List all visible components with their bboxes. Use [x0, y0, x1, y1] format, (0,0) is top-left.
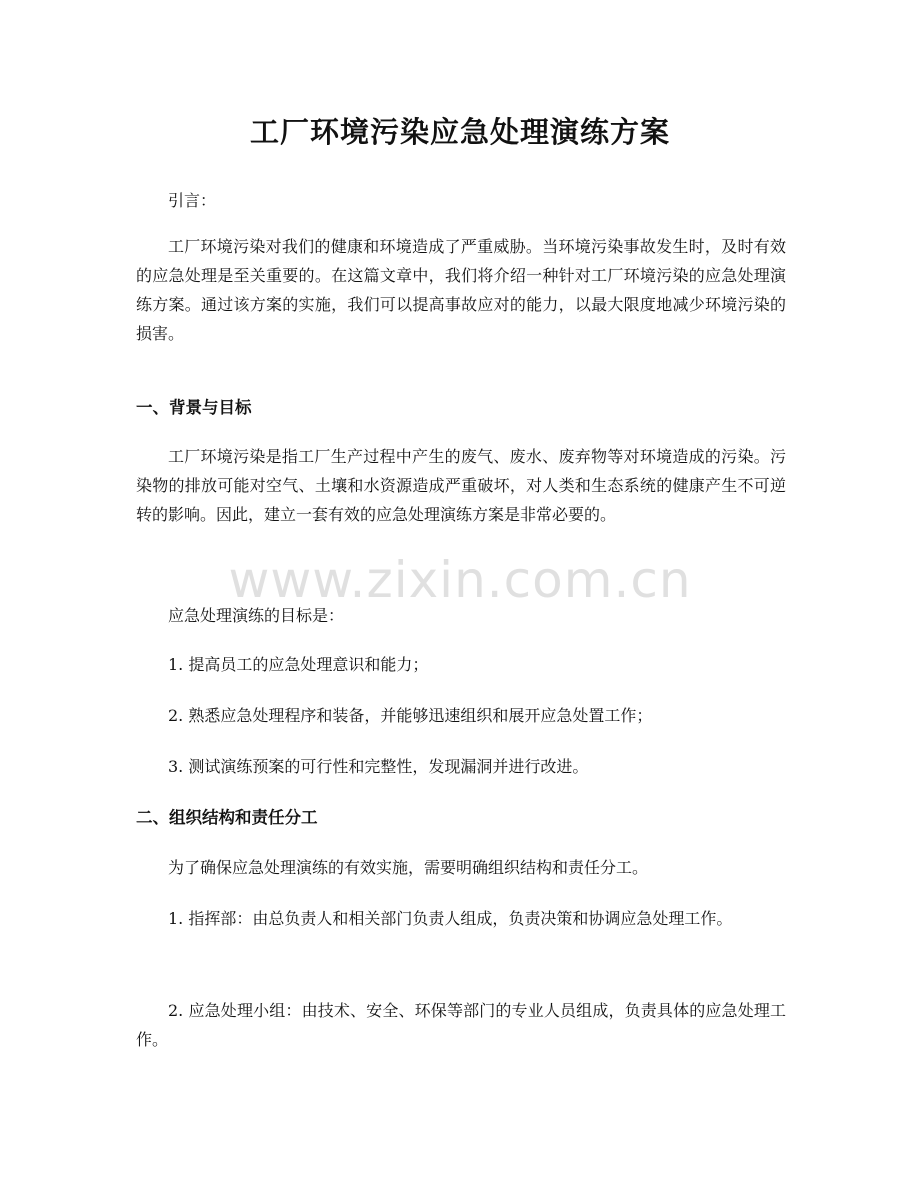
section-2-paragraph: 为了确保应急处理演练的有效实施，需要明确组织结构和责任分工。: [168, 858, 649, 877]
goals-intro: 应急处理演练的目标是：: [168, 606, 345, 625]
responsibility-item-2: 2. 应急处理小组：由技术、安全、环保等部门的专业人员组成，负责具体的应急处理工作。: [136, 1001, 786, 1049]
goal-item-1: 1. 提高员工的应急处理意识和能力；: [168, 655, 429, 674]
responsibility-item-1: 1. 指挥部：由总负责人和相关部门负责人组成，负责决策和协调应急处理工作。: [168, 909, 733, 928]
section-1-paragraph: 工厂环境污染是指工厂生产过程中产生的废气、废水、废弃物等对环境造成的污染。污染物的排放可能对空气、土壤和水资源造成严重破坏，对人类和生态系统的健康产生不可逆转的影响。因此，建立一套有效的应急处理演练方案是非常必要的。: [136, 447, 786, 524]
intro-label: 引言：: [168, 191, 217, 210]
document-title: 工厂环境污染应急处理演练方案: [249, 115, 670, 149]
watermark: www.zixin.com.cn: [228, 551, 692, 609]
section-1-heading: 一、背景与目标: [136, 398, 252, 417]
goal-item-2: 2. 熟悉应急处理程序和装备，并能够迅速组织和展开应急处置工作；: [168, 706, 653, 725]
goal-item-3: 3. 测试演练预案的可行性和完整性，发现漏洞并进行改进。: [168, 757, 589, 776]
intro-paragraph: 工厂环境污染对我们的健康和环境造成了严重威胁。当环境污染事故发生时，及时有效的应急处理是至关重要的。在这篇文章中，我们将介绍一种针对工厂环境污染的应急处理演练方案。通过该方案的实施，我们可以提高事故应对的能力，以最大限度地减少环境污染的损害。: [136, 237, 786, 343]
section-2-heading: 二、组织结构和责任分工: [136, 808, 318, 827]
